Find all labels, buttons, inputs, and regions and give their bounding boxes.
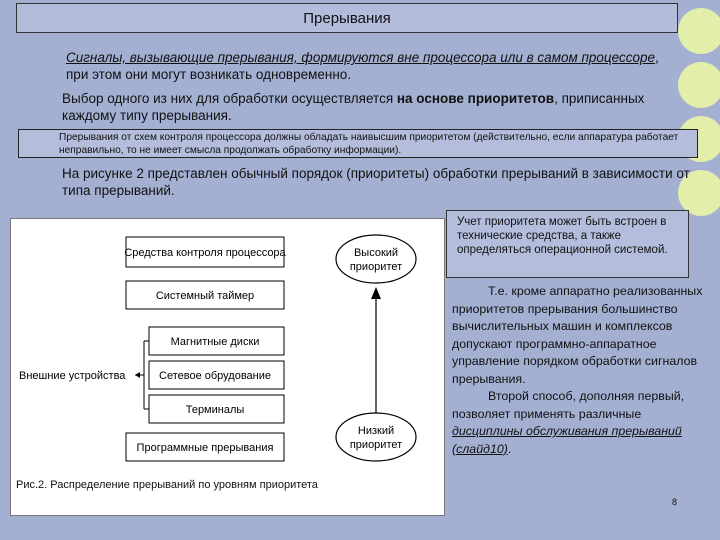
priority-post: , приписанных каждому типу прерывания.	[62, 91, 645, 123]
box-network-label: Сетевое обрудование	[159, 370, 271, 382]
priority-paragraph	[62, 90, 676, 124]
side-paragraph	[452, 283, 704, 458]
slide10-link[interactable]: (слайд10)	[452, 441, 508, 456]
high-priority-line2: приоритет	[349, 261, 403, 273]
priority-bold: на основе приоритетов	[396, 91, 555, 106]
disciplines-link[interactable]: дисциплины обслуживания прерываний	[452, 424, 682, 438]
high-priority-line1: Высокий	[353, 247, 399, 259]
slide-title-text: Прерывания	[303, 9, 391, 27]
side-paragraph-2	[452, 388, 704, 458]
side-p2-text: Второй способ, дополняя первый, позволяет применять различные	[452, 389, 685, 421]
side-p2-end: .	[507, 441, 512, 456]
side-paragraph-1: Т.е. кроме аппаратно реализованных приоритетов прерывания большинство вычислительных машин и комплексов допускают программно-аппаратное управление порядком обработки сигналов прерывания.	[452, 284, 703, 386]
low-priority-line2: приоритет	[349, 439, 403, 451]
control-note-box	[18, 129, 698, 158]
control-note-text: Прерывания от схем контроля процессора должны обладать наивысшим приоритетом (действительно, если аппаратура работает неправильно, то не имеет смысла продолжать обработку информации).	[59, 132, 679, 156]
intro-paragraph	[66, 49, 676, 83]
figure-caption: Рис.2. Распределение прерываний по уровням приоритета	[16, 479, 318, 491]
external-devices-label: Внешние устройства	[19, 370, 126, 382]
priority-arrow-icon	[371, 287, 381, 299]
box-timer-label: Системный таймер	[155, 290, 255, 302]
box-control-label: Средства контроля процессора	[124, 247, 286, 259]
priority-diagram-svg	[11, 219, 444, 515]
intro-italic: Сигналы, вызывающие прерывания, формируются вне процессора или в самом процессоре	[66, 50, 656, 65]
priority-diagram	[10, 218, 445, 516]
box-disks-label: Магнитные диски	[170, 336, 260, 348]
side-note-box	[446, 210, 689, 278]
decor-circle-1	[678, 8, 720, 54]
box-program-label: Программные прерывания	[136, 442, 274, 454]
decor-circle-2	[678, 62, 720, 108]
box-terminals-label: Терминалы	[185, 404, 245, 416]
intro-rest: , при этом они могут возникать одновременно.	[66, 50, 659, 82]
slide-title	[16, 3, 678, 33]
page-number: 8	[672, 497, 678, 507]
figure-ref-paragraph	[62, 165, 692, 199]
low-priority-line1: Низкий	[357, 425, 395, 437]
side-note-text: Учет приоритета может быть встроен в технические средства, а также определяться операционной системой.	[457, 216, 668, 256]
figure-ref-text: На рисунке 2 представлен обычный порядок (приоритеты) обработки прерываний в зависимости от типа прерываний.	[62, 166, 690, 198]
high-priority-ellipse	[336, 235, 416, 283]
bracket-arrow-icon	[135, 372, 140, 378]
low-priority-ellipse	[336, 413, 416, 461]
priority-pre: Выбор одного из них для обработки осуществляется	[62, 91, 397, 106]
